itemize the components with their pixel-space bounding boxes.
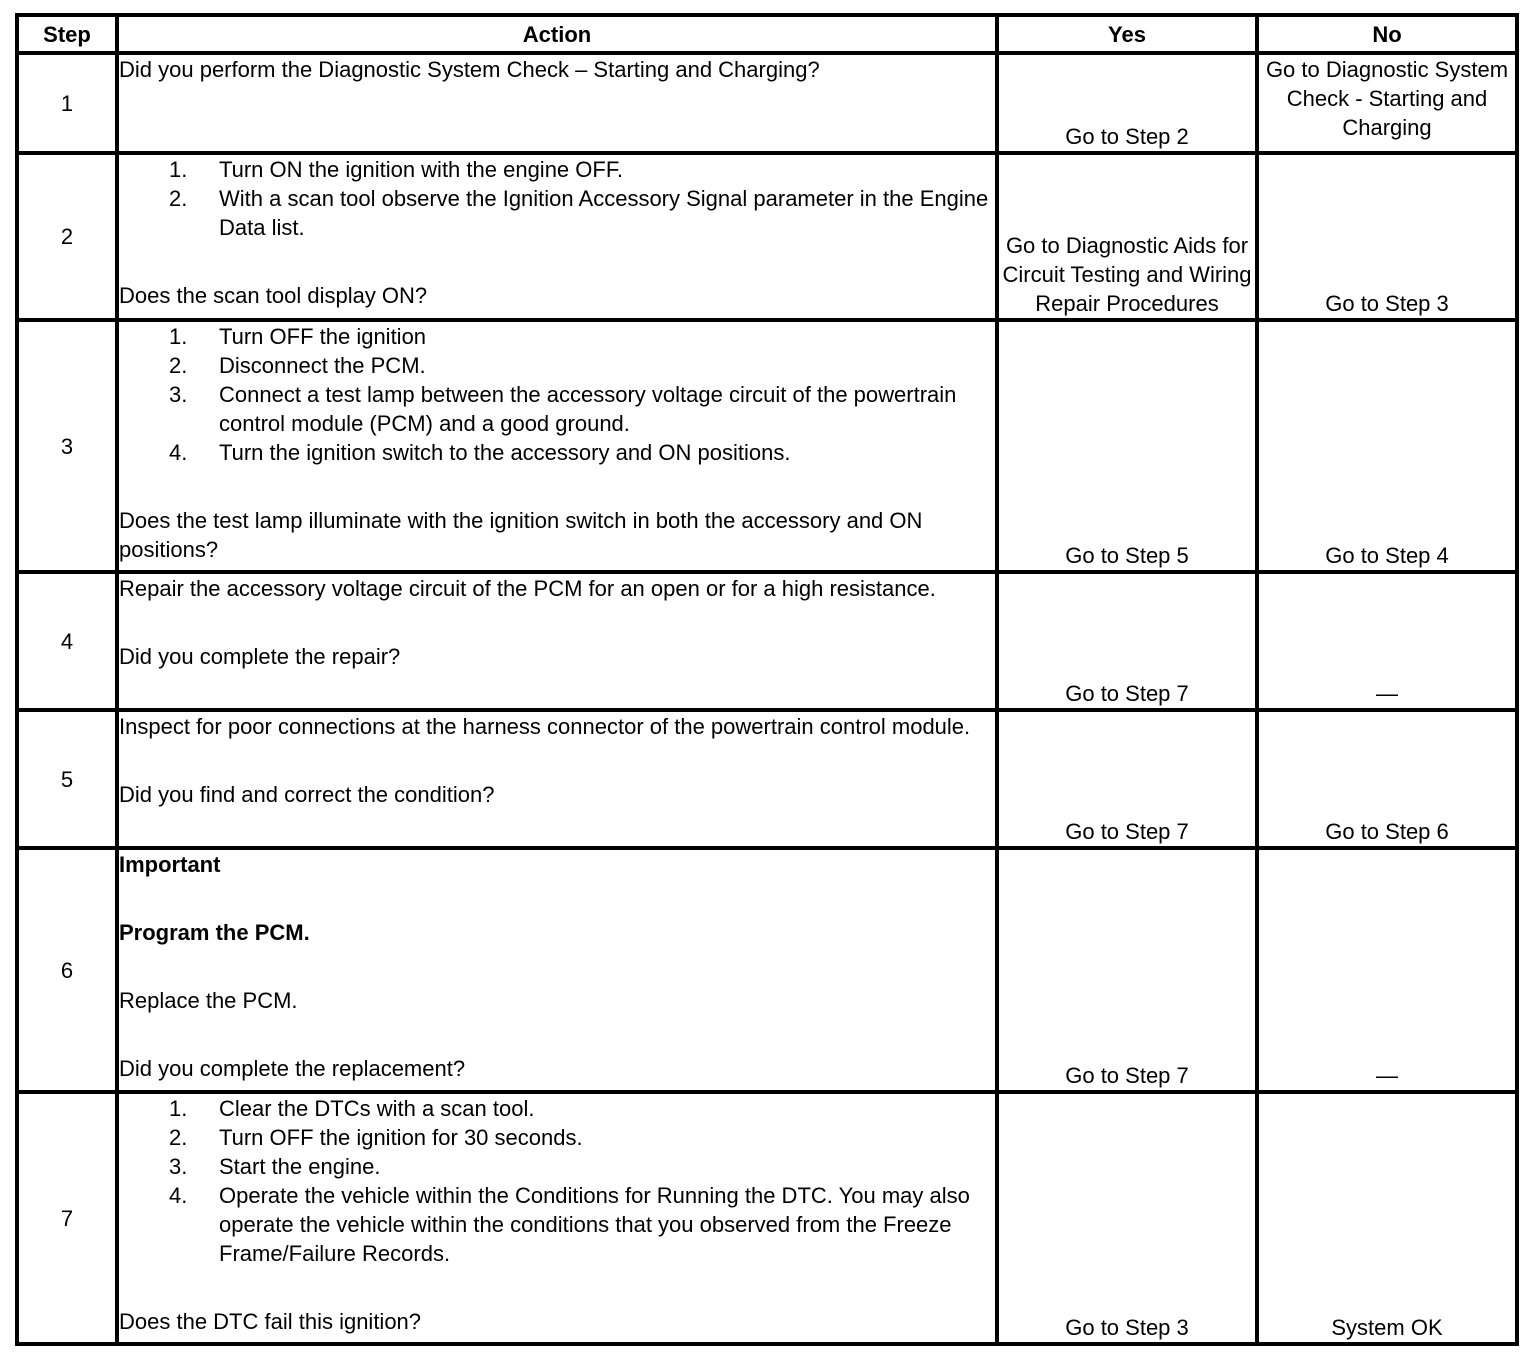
action-cell: [117, 572, 997, 710]
header-action: Action: [117, 15, 997, 53]
header-no: No: [1257, 15, 1517, 53]
table-row: [17, 153, 1517, 320]
diagnostic-table: [15, 13, 1519, 1346]
list-item: 4. Operate the vehicle within the Conditions for Running the DTC. You may also operate the vehicle within the conditions that you observed from the Freeze Frame/Failure Records.: [169, 1183, 970, 1266]
action-text: Replace the PCM.: [119, 988, 298, 1013]
header-yes: Yes: [997, 15, 1257, 53]
yes-cell: Go to Step 7: [997, 572, 1257, 710]
yes-cell: Go to Step 7: [997, 848, 1257, 1092]
list-item: 2. With a scan tool observe the Ignition Accessory Signal parameter in the Engine Data list.: [169, 186, 989, 240]
action-question: Did you find and correct the condition?: [119, 782, 495, 807]
list-item: 1. Turn ON the ignition with the engine OFF.: [169, 157, 623, 182]
header-row: [17, 15, 1517, 53]
action-cell: [117, 320, 997, 572]
action-question: Does the scan tool display ON?: [119, 283, 428, 308]
list-item: 1. Clear the DTCs with a scan tool.: [169, 1096, 535, 1121]
yes-cell: Go to Diagnostic Aids for Circuit Testing and Wiring Repair Procedures: [997, 153, 1257, 320]
action-text: Repair the accessory voltage circuit of the PCM for an open or for a high resistance.: [119, 576, 936, 601]
list-item: 3. Start the engine.: [169, 1154, 381, 1179]
list-item: 2. Turn OFF the ignition for 30 seconds.: [169, 1125, 583, 1150]
yes-cell: Go to Step 3: [997, 1092, 1257, 1344]
action-cell: [117, 848, 997, 1092]
action-cell: [117, 153, 997, 320]
list-item: 4. Turn the ignition switch to the accessory and ON positions.: [169, 440, 791, 465]
yes-cell: Go to Step 5: [997, 320, 1257, 572]
table-row: [17, 1092, 1517, 1344]
action-question: Does the test lamp illuminate with the ignition switch in both the accessory and ON positions?: [119, 508, 923, 562]
list-item: 2. Disconnect the PCM.: [169, 353, 426, 378]
action-question: Does the DTC fail this ignition?: [119, 1309, 422, 1334]
no-cell: Go to Diagnostic System Check - Starting and Charging: [1257, 53, 1517, 153]
step-number: 7: [17, 1092, 117, 1344]
step-number: 1: [17, 53, 117, 153]
step-number: 3: [17, 320, 117, 572]
table-row: [17, 848, 1517, 1092]
step-number: 5: [17, 710, 117, 848]
list-item: 3. Connect a test lamp between the accessory voltage circuit of the powertrain control module (PCM) and a good ground.: [169, 382, 957, 436]
action-question: Did you complete the repair?: [119, 644, 401, 669]
action-cell: [117, 53, 997, 153]
no-cell: System OK: [1257, 1092, 1517, 1344]
no-cell: Go to Step 3: [1257, 153, 1517, 320]
action-cell: [117, 710, 997, 848]
table-row: [17, 572, 1517, 710]
no-cell: Go to Step 6: [1257, 710, 1517, 848]
no-cell: —: [1257, 848, 1517, 1092]
action-question: Did you perform the Diagnostic System Check – Starting and Charging?: [119, 57, 820, 82]
important-heading: Important: [119, 852, 221, 877]
table-row: [17, 53, 1517, 153]
action-question: Did you complete the replacement?: [119, 1056, 466, 1081]
step-number: 6: [17, 848, 117, 1092]
action-list: [119, 155, 995, 242]
list-item: 1. Turn OFF the ignition: [169, 324, 427, 349]
yes-cell: Go to Step 7: [997, 710, 1257, 848]
action-cell: [117, 1092, 997, 1344]
action-list: [119, 322, 995, 467]
table-row: [17, 710, 1517, 848]
no-cell: —: [1257, 572, 1517, 710]
step-number: 4: [17, 572, 117, 710]
important-note: Program the PCM.: [119, 920, 310, 945]
table-row: [17, 320, 1517, 572]
diagnostic-table-document: [15, 13, 1515, 1346]
no-cell: Go to Step 4: [1257, 320, 1517, 572]
step-number: 2: [17, 153, 117, 320]
action-list: [119, 1094, 995, 1268]
action-text: Inspect for poor connections at the harness connector of the powertrain control module.: [119, 714, 971, 739]
header-step: Step: [17, 15, 117, 53]
yes-cell: Go to Step 2: [997, 53, 1257, 153]
